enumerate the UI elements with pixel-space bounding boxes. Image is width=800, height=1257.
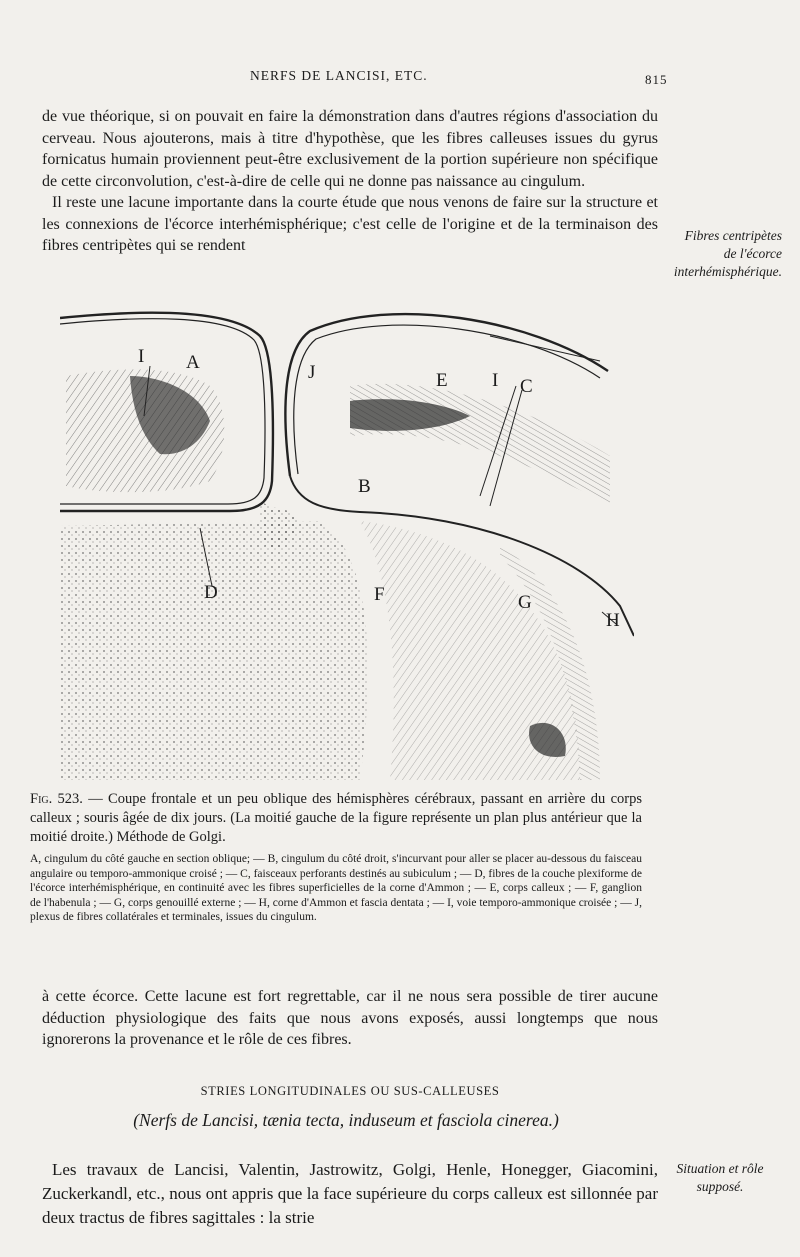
figure-legend: A, cingulum du côté gauche en section oblique; — B, cingulum du côté droit, s'incurvant pour aller se placer au-dessous du faisceau angulaire ou temporo-ammonique croisé ; — C, faisceaux perforants destinés au subiculum ; — D, fibres de la couche plexiforme de l'écorce interhémisphérique, en continuité avec les fibres superficielles de la corne d'Ammon ; — E, corps calleux ; — F, ganglion de l'habenula ; — G, corps genouillé externe ; — H, corne d'Ammon et fascia dentata ; — I, voie temporo-ammonique croisée ; — J, plexus de fibres collatérales et terminales, issues du cingulum. <box>30 853 642 924</box>
paragraph-1-text: de vue théorique, si on pouvait en faire la démonstration dans d'autres régions d'association du cerveau. Nous ajouterons, mais à titre d'hypothèse, que les fibres calleuses issues du gyrus fornicatus humain proviennent peut-être exclusivement de la portion supérieure non spécifique de cette circonvolution, c'est-à-dire de celle qui ne donne pas naissance au cingulum. <box>42 108 658 190</box>
figure-label: G <box>518 592 532 613</box>
page-number: 815 <box>645 72 668 87</box>
paragraph-3 <box>42 1158 658 1230</box>
figure-label: J <box>308 362 316 383</box>
figure-label: A <box>186 352 200 373</box>
figure-label: I <box>492 370 499 391</box>
brain-section-illustration <box>60 306 634 780</box>
figure-label: I <box>138 346 145 367</box>
paragraph-3-text: Les travaux de Lancisi, Valentin, Jastrowitz, Golgi, Henle, Honegger, Giacomini, Zuckerkandl, etc., nous ont appris que la face supérieure du corps calleux est sillonnée par deux tractus de fibres sagittales : la strie <box>42 1160 658 1227</box>
figure-label: E <box>436 370 448 391</box>
figure-label: B <box>358 476 371 497</box>
section-title: STRIES LONGITUDINALES OU SUS-CALLEUSES <box>200 1084 500 1098</box>
figure-caption <box>30 790 642 847</box>
paragraph-1b-text: Il reste une lacune importante dans la courte étude que nous venons de faire sur la structure et les connexions de l'écorce interhémisphérique; c'est celle de l'origine et de la terminaison des fibres centripètes qui se rendent <box>42 194 658 254</box>
figure-brain-section <box>60 306 634 780</box>
running-title: NERFS DE LANCISI, ETC. <box>250 68 428 83</box>
paragraph-2: à cette écorce. Cette lacune est fort regrettable, car il ne nous sera possible de tirer aucune déduction physiologique des faits que nous avons exposés, aussi longtemps que nous ignorerons la provenance et le rôle de ces fibres. <box>42 988 658 1048</box>
figure-label: C <box>520 376 533 397</box>
section-subtitle: (Nerfs de Lancisi, tænia tecta, induseum et fasciola cinerea.) <box>133 1110 559 1130</box>
margin-note-situation: Situation et rôle supposé. <box>676 1161 764 1194</box>
margin-note-fibres: Fibres centripètes de l'écorce interhémisphérique. <box>673 228 782 279</box>
paragraph-1 <box>42 106 658 257</box>
figure-label: D <box>204 582 218 603</box>
caption-text: — Coupe frontale et un peu oblique des hémisphères cérébraux, passant en arrière du corps calleux ; souris âgée de dix jours. (La moitié gauche de la figure représente un plan plus antérieur que la moitié droite.) Méthode de Golgi. <box>30 791 642 845</box>
figure-label: H <box>606 610 620 631</box>
figure-label: F <box>374 584 385 605</box>
figure-number: Fig. 523. <box>30 791 83 807</box>
